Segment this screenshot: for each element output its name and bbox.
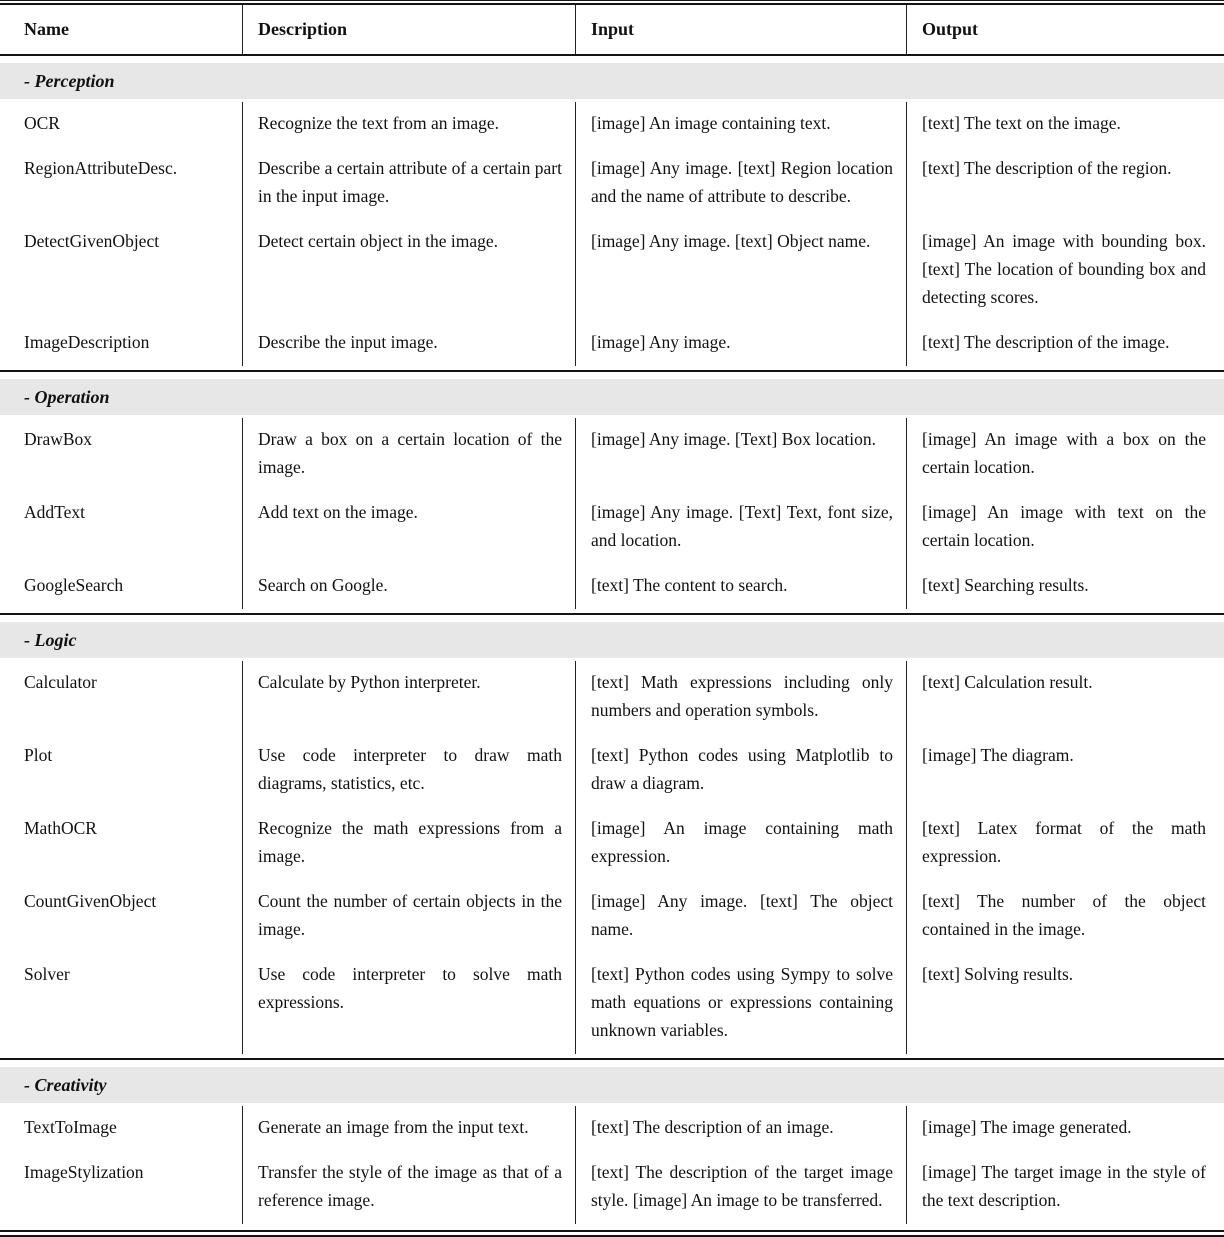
table-bottom-rule: [0, 1230, 1224, 1237]
section-top-rule: [0, 1058, 1224, 1060]
tool-output-cell: [text] The description of the region.: [906, 147, 1224, 220]
table-body: [0, 54, 1224, 1228]
table-header-row: [0, 5, 1224, 54]
tool-output-cell: [text] The number of the object contained in the image.: [906, 880, 1224, 953]
tool-description-cell: Draw a box on a certain location of the image.: [242, 418, 575, 491]
tool-input-cell: [image] An image containing math expression.: [575, 807, 906, 880]
tool-output-cell: [image] The image generated.: [906, 1106, 1224, 1151]
tool-output-cell: [text] The description of the image.: [906, 321, 1224, 366]
section-band: [0, 622, 1224, 658]
section-top-rule: [0, 370, 1224, 372]
tool-input-cell: [text] The description of an image.: [575, 1106, 906, 1151]
column-header-input: Input: [575, 5, 906, 54]
table-section: [0, 1058, 1224, 1228]
section-rows: [0, 99, 1224, 370]
tool-description-cell: Calculate by Python interpreter.: [242, 661, 575, 734]
table-section: [0, 54, 1224, 370]
tool-name-cell: MathOCR: [24, 818, 97, 838]
tool-description-cell: Transfer the style of the image as that of a reference image.: [242, 1151, 575, 1224]
section-rows: [0, 1103, 1224, 1228]
tool-input-cell: [text] Math expressions including only numbers and operation symbols.: [575, 661, 906, 734]
tool-output-cell: [image] The target image in the style of the text description.: [906, 1151, 1224, 1224]
section-label: - Perception: [24, 70, 115, 91]
tool-input-cell: [image] Any image. [text] Region location and the name of attribute to describe.: [575, 147, 906, 220]
tool-name-cell: AddText: [24, 502, 85, 522]
tool-input-cell: [text] Python codes using Sympy to solve math equations or expressions containing unknown variables.: [575, 953, 906, 1054]
column-header-name: Name: [24, 19, 69, 39]
column-header-output: Output: [906, 5, 1224, 54]
tool-input-cell: [image] Any image. [Text] Text, font size, and location.: [575, 491, 906, 564]
tool-input-cell: [image] An image containing text.: [575, 102, 906, 147]
section-rows: [0, 658, 1224, 1058]
tool-description-cell: Generate an image from the input text.: [242, 1106, 575, 1151]
section-band: [0, 379, 1224, 415]
tool-name-cell: DrawBox: [24, 429, 93, 449]
tool-description-cell: Recognize the text from an image.: [242, 102, 575, 147]
section-band: [0, 63, 1224, 99]
section-rows: [0, 415, 1224, 613]
tool-output-cell: [image] An image with a box on the certain location.: [906, 418, 1224, 491]
tool-output-cell: [image] The diagram.: [906, 734, 1224, 807]
tool-name-cell: OCR: [24, 113, 60, 133]
tool-input-cell: [text] The description of the target image style. [image] An image to be transferred.: [575, 1151, 906, 1224]
table-section: [0, 370, 1224, 613]
column-header-description: Description: [242, 5, 575, 54]
tool-input-cell: [text] Python codes using Matplotlib to draw a diagram.: [575, 734, 906, 807]
tool-input-cell: [image] Any image. [Text] Box location.: [575, 418, 906, 491]
section-top-rule: [0, 54, 1224, 56]
tool-output-cell: [text] Solving results.: [906, 953, 1224, 1054]
tool-description-cell: Search on Google.: [242, 564, 575, 609]
tool-input-cell: [image] Any image.: [575, 321, 906, 366]
tool-name-cell: Calculator: [24, 672, 97, 692]
tool-input-cell: [image] Any image. [text] The object name.: [575, 880, 906, 953]
tool-description-cell: Use code interpreter to solve math expressions.: [242, 953, 575, 1054]
tool-name-cell: ImageStylization: [24, 1162, 144, 1182]
tool-output-cell: [image] An image with bounding box. [text] The location of bounding box and detecting scores.: [906, 220, 1224, 321]
tool-name-cell: Solver: [24, 964, 70, 984]
table-section: [0, 613, 1224, 1058]
section-label: - Logic: [24, 629, 77, 650]
tool-name-cell: GoogleSearch: [24, 575, 124, 595]
tool-name-cell: ImageDescription: [24, 332, 150, 352]
tool-input-cell: [text] The content to search.: [575, 564, 906, 609]
tool-description-cell: Add text on the image.: [242, 491, 575, 564]
tool-description-cell: Recognize the math expressions from a image.: [242, 807, 575, 880]
tool-output-cell: [image] An image with text on the certain location.: [906, 491, 1224, 564]
tool-description-cell: Detect certain object in the image.: [242, 220, 575, 321]
section-top-rule: [0, 613, 1224, 615]
tool-description-cell: Describe the input image.: [242, 321, 575, 366]
tool-output-cell: [text] Calculation result.: [906, 661, 1224, 734]
tool-name-cell: CountGivenObject: [24, 891, 157, 911]
tool-input-cell: [image] Any image. [text] Object name.: [575, 220, 906, 321]
tool-name-cell: DetectGivenObject: [24, 231, 160, 251]
tool-description-cell: Use code interpreter to draw math diagrams, statistics, etc.: [242, 734, 575, 807]
tool-description-cell: Count the number of certain objects in the image.: [242, 880, 575, 953]
tool-name-cell: RegionAttributeDesc.: [24, 158, 178, 178]
tool-output-cell: [text] Latex format of the math expression.: [906, 807, 1224, 880]
tool-name-cell: Plot: [24, 745, 53, 765]
tool-name-cell: TextToImage: [24, 1117, 117, 1137]
tool-output-cell: [text] Searching results.: [906, 564, 1224, 609]
section-band: [0, 1067, 1224, 1103]
tool-description-cell: Describe a certain attribute of a certain part in the input image.: [242, 147, 575, 220]
section-label: - Creativity: [24, 1074, 107, 1095]
tool-output-cell: [text] The text on the image.: [906, 102, 1224, 147]
section-label: - Operation: [24, 386, 110, 407]
